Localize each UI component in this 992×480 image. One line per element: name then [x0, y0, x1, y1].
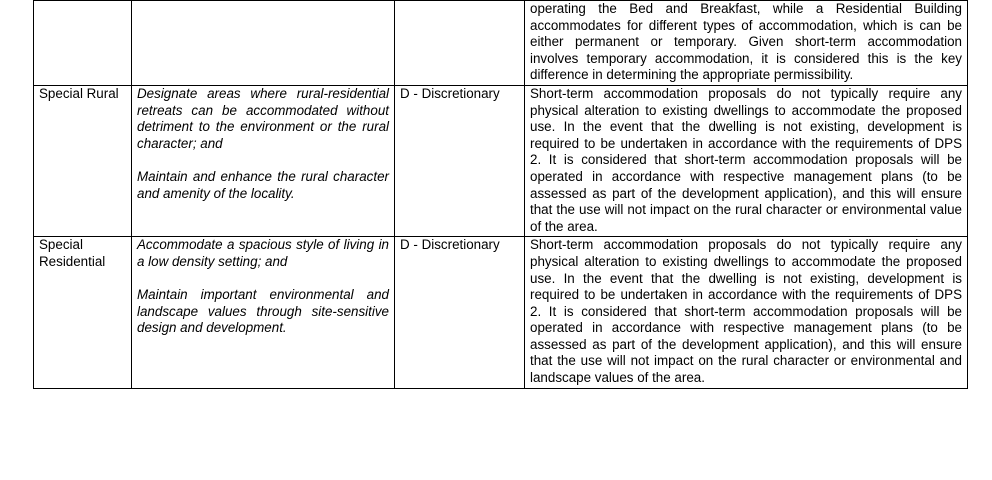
- table-row: [34, 237, 968, 388]
- objective-text: Maintain important environmental and landscape values through site-sensitive design and development.: [137, 287, 389, 336]
- objectives-cell: [132, 237, 395, 388]
- permissibility-cell: D - Discretionary: [395, 237, 525, 388]
- objective-text: Designate areas where rural-residential retreats can be accommodated without detriment to the environment or the rural character; and: [137, 85, 389, 151]
- comment-cell: operating the Bed and Breakfast, while a Residential Building accommodates for different types of accommodation, which is can be either permanent or temporary. Given short-term accommodation involves temporary accommodation, it is considered this is the key difference in determining the appropriate permissibility.: [525, 1, 968, 86]
- comment-cell: Short-term accommodation proposals do not typically require any physical alteration to existing dwellings to accommodate the proposed use. In the event that the dwelling is not existing, development is required to be undertaken in accordance with the requirements of DPS 2. It is considered that short-term accommodation proposals will be operated in accordance with respective management plans (to be assessed as part of the development application), and this will ensure that the use will not impact on the rural character or environmental value of the area.: [525, 85, 968, 236]
- zone-cell: Special Residential: [34, 237, 132, 388]
- objective-text: Maintain and enhance the rural character and amenity of the locality.: [137, 168, 389, 201]
- permissibility-cell: D - Discretionary: [395, 85, 525, 236]
- objective-text: Accommodate a spacious style of living in a low density setting; and: [137, 237, 389, 269]
- zoning-table: [33, 0, 968, 389]
- objectives-cell: [132, 1, 395, 86]
- comment-cell: Short-term accommodation proposals do not typically require any physical alteration to existing dwellings to accommodate the proposed use. In the event that the dwelling is not existing, development is required to be undertaken in accordance with the requirements of DPS 2. It is considered that short-term accommodation proposals will be operated in accordance with respective management plans (to be assessed as part of the development application), and this will ensure that the use will not impact on the rural character or environmental and landscape values of the area.: [525, 237, 968, 388]
- zone-cell: [34, 1, 132, 86]
- permissibility-cell: [395, 1, 525, 86]
- objectives-cell: [132, 85, 395, 236]
- zone-cell: Special Rural: [34, 85, 132, 236]
- table-row: [34, 1, 968, 86]
- table-row: [34, 85, 968, 236]
